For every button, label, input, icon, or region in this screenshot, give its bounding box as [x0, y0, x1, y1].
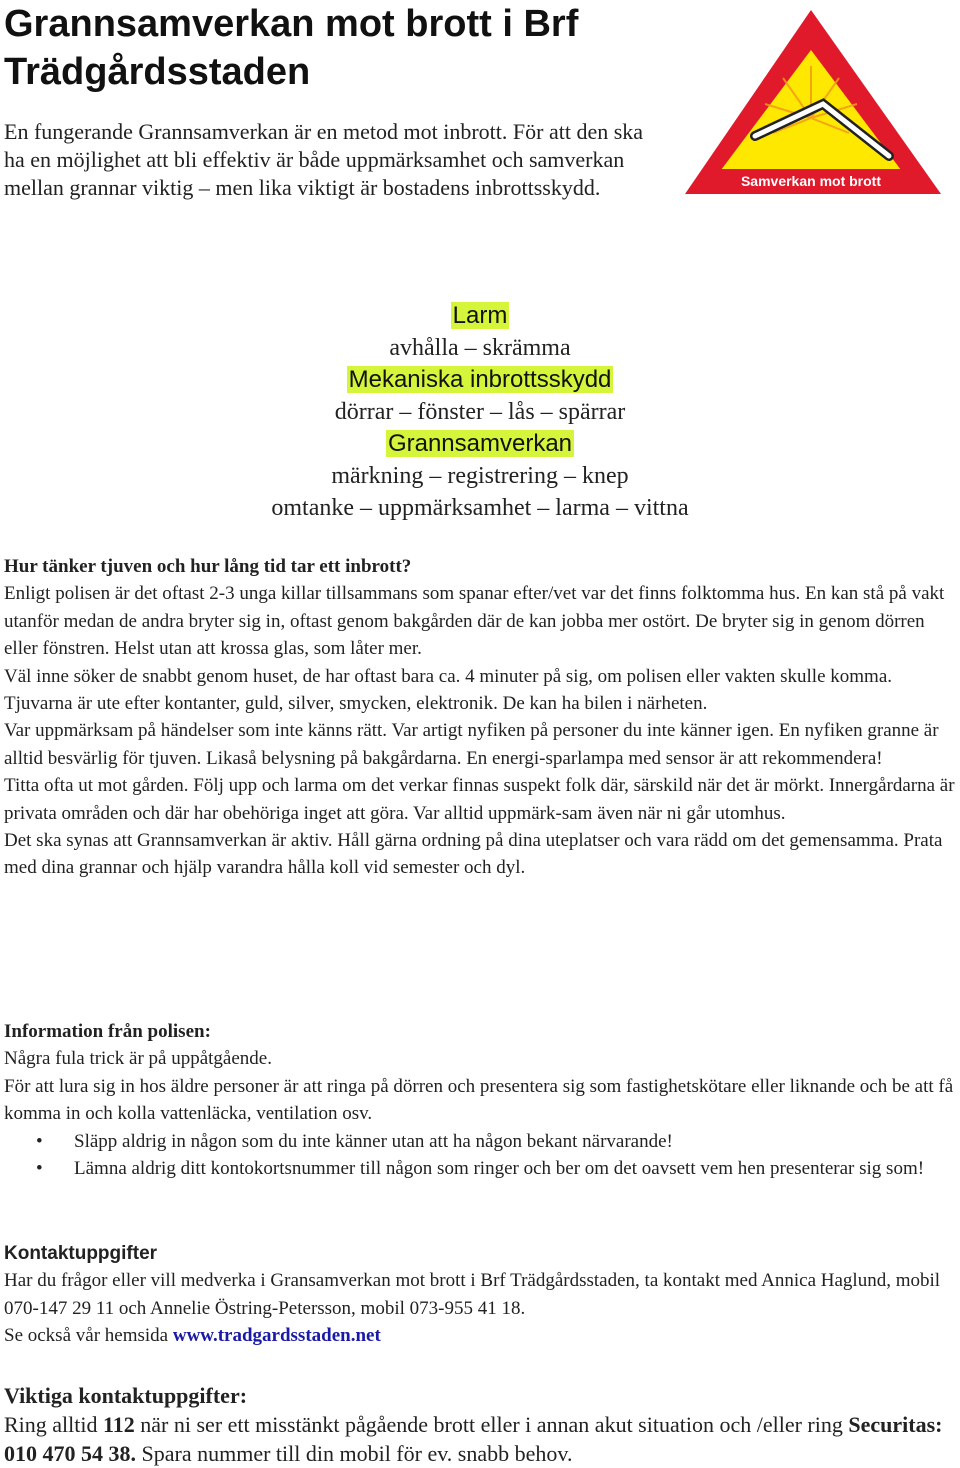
samverkan-mot-brott-logo — [683, 8, 945, 196]
larm-keywords: avhålla – skrämma — [389, 335, 571, 361]
important-contacts-section — [4, 1381, 956, 1468]
warning-triangle-icon — [683, 8, 945, 196]
police-heading: Information från polisen: — [4, 1021, 211, 1042]
emergency-number: 112 — [103, 1412, 135, 1437]
securitas-number: Securitas: 010 470 54 38. — [4, 1412, 943, 1466]
police-bullet-list — [4, 1128, 956, 1183]
bullet-icon: • — [36, 1130, 43, 1152]
police-paragraph-2: För att lura sig in hos äldre personer är att ringa på dörren och presentera sig som fastighetskötare eller liknande och be att få komma in och kolla vattenläcka, ventilation osv. — [4, 1075, 954, 1125]
list-item: • Släpp aldrig in någon som du inte känner utan att ha någon bekant närvarande! — [4, 1128, 956, 1155]
page-title: Grannsamverkan mot brott i Brf Trädgårdsstaden — [4, 3, 579, 93]
police-paragraph-1: Några fula trick är på uppåtgående. — [4, 1048, 272, 1070]
list-item: • Lämna aldrig ditt kontokortsnummer till någon som ringer och ber om det oavsett vem hen presenterar sig som! — [4, 1155, 956, 1182]
heading-mekaniska: Mekaniska inbrottsskydd — [348, 366, 612, 393]
logo-text: Samverkan mot brott — [740, 173, 882, 189]
crime-paragraph-3: Var uppmärksam på händelser som inte känns rätt. Var artigt nyfiken på personer du inte känner igen. En nyfiken granne är alltid besvärlig för tjuven. Likaså belysning på bakgårdarna. En energi-sparlampa med sensor är att rekommendera! — [4, 720, 939, 769]
website-link[interactable]: www.tradgardsstaden.net — [172, 1325, 381, 1347]
contact-section — [4, 1240, 956, 1350]
grannsamverkan-keywords: märkning – registrering – knep — [331, 463, 629, 489]
heading-larm: Larm — [452, 302, 508, 329]
crime-paragraph-2: Väl inne söker de snabbt genom huset, de har oftast bara ca. 4 minuter på sig, om polisen eller vakten skulle komma. Tjuvarna är ute efter kontanter, guld, silver, smycken, elektronik. De kan ha bilen i närheten. — [4, 665, 893, 715]
crime-paragraph-4: Titta ofta ut mot gården. Följ upp och larma om det verkar finnas suspekt folk där, särskild när det är mörkt. Innergårdarna är privata områden och där har obehöriga inget att göra. Var alltid uppmärk-sam även när ni går utomhus. — [4, 775, 955, 824]
police-section — [4, 1018, 956, 1182]
crime-section — [4, 553, 956, 882]
contact-paragraph: Har du frågor eller vill medverka i Gransamverkan mot brott i Brf Trädgårdsstaden, ta kontakt med Annica Haglund, mobil 070-147 29 11 och Annelie Östring-Petersson, mobil 073-955 41 18. — [4, 1270, 941, 1319]
crime-paragraph-5: Det ska synas att Grannsamverkan är aktiv. Håll gärna ordning på dina uteplatser och vara rädd om det gemensamma. Prata med dina grannar och hjälp varandra hålla koll vid semester och dyl. — [4, 830, 943, 879]
important-paragraph: Ring alltid 112 när ni ser ett misstänkt pågående brott eller i annan akut situation och /eller ring Securitas: 010 470 54 38. Spara nummer till din mobil för ev. snabb behov. — [4, 1412, 943, 1466]
crime-heading: Hur tänker tjuven och hur lång tid tar ett inbrott? — [4, 556, 412, 577]
heading-grannsamverkan: Grannsamverkan — [387, 430, 573, 457]
important-heading: Viktiga kontaktuppgifter: — [4, 1383, 248, 1408]
website-line: Se också vår hemsida www.tradgardsstaden.net — [4, 1325, 381, 1347]
bullet-icon: • — [36, 1158, 43, 1180]
crime-paragraph-1: Enligt polisen är det oftast 2-3 unga killar tillsammans som spanar efter/vet var det finns folktomma hus. En kan stå på vakt utanför medan de andra bryter sig in, oftast genom bakgården där de kan jobba mer ostört. De bryter sig in genom dörren eller fönstren. Helst utan att krossa glas, som låter mer. — [4, 583, 945, 660]
mekaniska-keywords: dörrar – fönster – lås – spärrar — [334, 399, 626, 425]
grannsamverkan-keywords-2: omtanke – uppmärksamhet – larma – vittna — [271, 495, 689, 521]
contact-heading: Kontaktuppgifter — [4, 1243, 158, 1264]
security-summary — [0, 300, 960, 524]
intro-paragraph: En fungerande Grannsamverkan är en metod mot inbrott. För att den ska ha en möjlighet att bli effektiv är både uppmärksamhet och samverkan mellan grannar viktig – men lika viktigt är bostadens inbrottsskydd. — [4, 119, 644, 200]
